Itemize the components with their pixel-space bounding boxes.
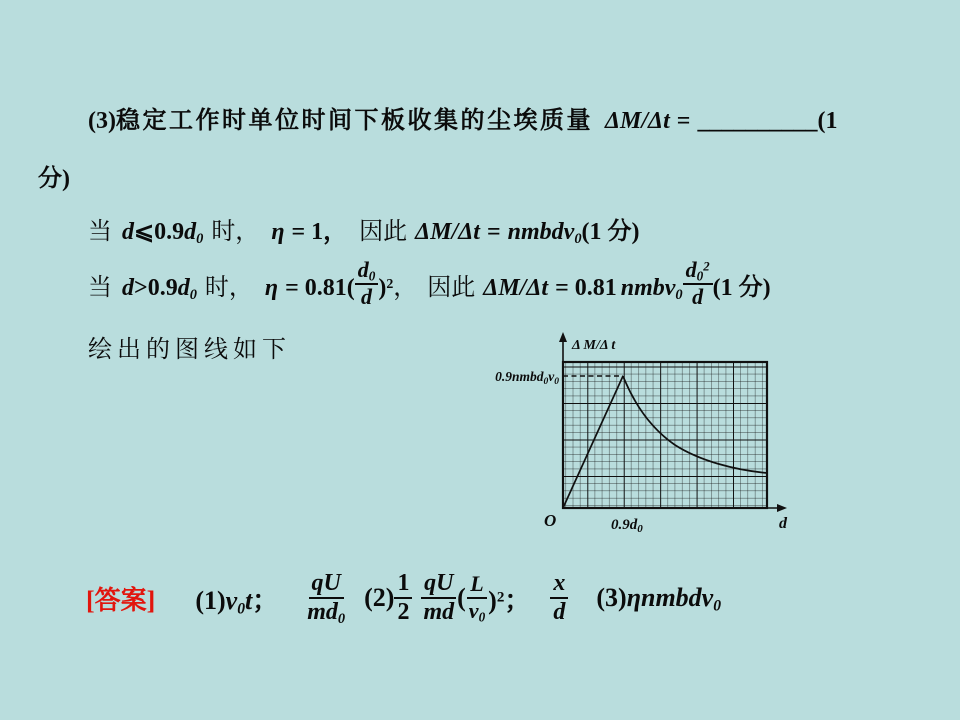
score-open: (1 xyxy=(817,108,838,134)
fraction-d0-over-d xyxy=(355,258,379,309)
x-tick-label: $0.9d_0$ xyxy=(611,517,643,535)
dm-dt-vs-d-graph xyxy=(478,330,810,536)
delta-m-delta-t: ΔM/Δt xyxy=(604,108,670,134)
answer-label: [答案] xyxy=(86,585,156,615)
open-paren: ( xyxy=(457,583,466,612)
var-eta: η xyxy=(264,274,279,301)
var-d0: $d_0$ xyxy=(184,219,204,248)
var-eta: η xyxy=(271,219,285,245)
question-line-2 xyxy=(38,158,70,193)
answer-1: $(1)v_0t$； xyxy=(195,585,279,617)
fraction-x-over-d: $\frac{x}{d}$ xyxy=(550,570,568,626)
var-d: d xyxy=(122,274,134,301)
graph-intro-text: 绘出的图线如下 xyxy=(88,337,291,363)
cjk-yinci: 因此 xyxy=(427,274,476,301)
frac-numerator: $d_0^2$ xyxy=(683,258,713,285)
coef-09: 0.9 xyxy=(147,274,178,301)
score-note: (1 分) xyxy=(581,219,640,245)
equals-sign: = xyxy=(676,108,691,134)
frac-denominator: d xyxy=(361,284,373,309)
case2-middle xyxy=(378,267,682,302)
question-line-1 xyxy=(88,100,837,135)
fraction-qU-over-md0: $\frac{qU}{md_0}$ xyxy=(307,570,346,628)
leq-sign: ⩽ xyxy=(134,219,155,245)
cjk-shi: 时， xyxy=(204,274,253,301)
frac-denominator: d xyxy=(692,284,704,309)
cjk-shi: 时， xyxy=(211,219,260,245)
answer-2-number: (2) xyxy=(364,583,395,612)
cjk-dang: 当 xyxy=(88,219,112,245)
origin-label: O xyxy=(544,511,557,530)
score-close: 分) xyxy=(38,166,70,192)
cjk-dang: 当 xyxy=(88,274,112,301)
grid-area xyxy=(563,362,767,508)
case2-left xyxy=(88,267,355,302)
close-paren: ) xyxy=(378,274,387,301)
question-number: (3) xyxy=(88,108,116,134)
x-axis-arrow-icon xyxy=(777,504,787,512)
fraction-one-half: $\frac{1}{2}$ xyxy=(394,570,412,626)
x-axis-label: d xyxy=(779,515,787,532)
eta-eq-1: = 1， xyxy=(291,219,348,245)
y-axis-label: Δ M/Δ t xyxy=(572,338,616,353)
fraction-d0sq-over-d xyxy=(683,258,713,309)
eq-081: = 0.81 xyxy=(555,274,617,301)
exponent-2: 2 xyxy=(386,276,394,292)
peak-value-label: $0.9nmbd_0v_0$ xyxy=(495,369,559,387)
answer-3: (3)ηnmbdv$_0$ xyxy=(596,583,722,615)
answer-row xyxy=(86,556,721,640)
delta-m-delta-t: ΔM/Δt xyxy=(483,274,549,301)
expr-nmbdv0: nmbdv$_0$ xyxy=(507,219,582,248)
expr-nmbv0: nmbv$_0$ xyxy=(620,274,683,303)
question-text: 稳定工作时单位时间下板收集的尘埃质量 xyxy=(115,108,593,134)
frac-numerator: $d_0$ xyxy=(355,258,379,285)
graph-intro-line xyxy=(88,329,291,364)
answer-blank: __________ xyxy=(697,108,818,134)
fraction-qU-over-md: $\frac{qU}{md}$ xyxy=(420,570,457,626)
fraction-L-over-v0: $\frac{L}{v_0}$ xyxy=(468,571,486,625)
cjk-yinci: 因此 xyxy=(359,219,408,245)
equals-sign: = xyxy=(486,219,501,245)
y-axis-arrow-icon xyxy=(559,332,567,342)
comma: ， xyxy=(393,274,418,301)
var-d0: $d_0$ xyxy=(177,274,197,303)
score-note: (1 分) xyxy=(712,274,771,301)
delta-m-delta-t: ΔM/Δt xyxy=(415,219,480,245)
gt-sign: > xyxy=(134,274,148,301)
close-paren-sq: )$^2$； xyxy=(488,585,531,615)
case2-line xyxy=(88,248,771,320)
case1-line xyxy=(88,211,640,246)
var-d: d xyxy=(122,219,134,245)
eta-eq-081: = 0.81( xyxy=(285,274,355,301)
coef-09: 0.9 xyxy=(154,219,185,245)
